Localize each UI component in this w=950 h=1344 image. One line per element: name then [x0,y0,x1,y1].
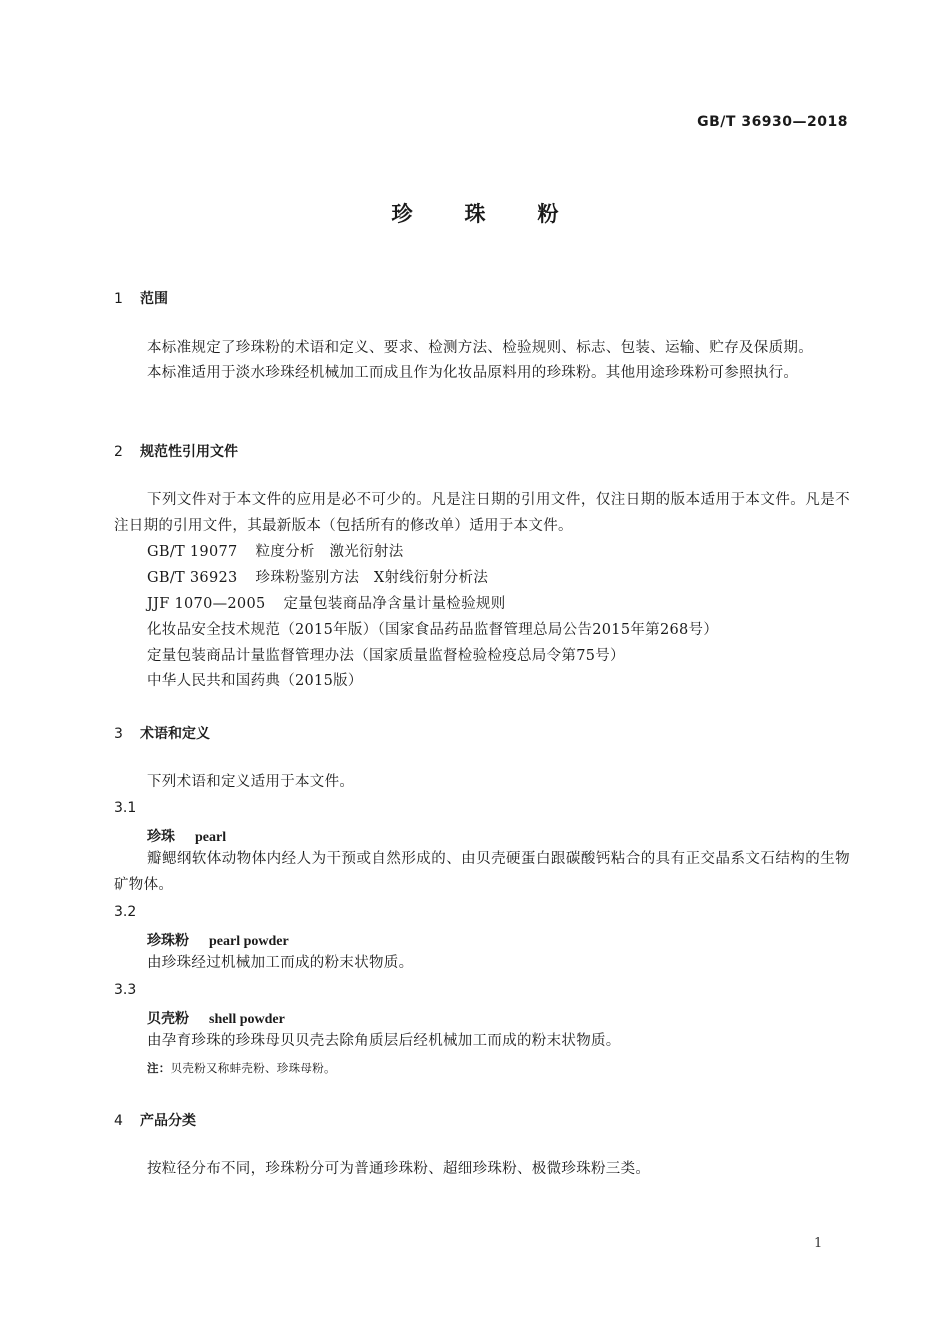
section-title: 产品分类 [140,1113,196,1129]
reference-name: 珍珠粉鉴别方法 X射线衍射分析法 [255,570,489,586]
term-en: pearl [195,830,227,845]
document-title [0,198,950,228]
note-label: 注： [147,1061,171,1075]
clause-number: 3.3 [114,982,137,998]
reference-code: GB/T 36923 [147,570,238,586]
title-char: 珠 [464,202,486,226]
section-heading-4 [114,1110,196,1130]
clause-number: 3.1 [114,800,137,816]
term-definition: 由孕育珍珠的珍珠母贝贝壳去除角质层后经机械加工而成的粉末状物质。 [147,1033,621,1049]
section-title: 术语和定义 [140,726,210,742]
term-en: pearl powder [209,934,289,949]
note [147,1060,336,1076]
paragraph: 本标准规定了珍珠粉的术语和定义、要求、检测方法、检验规则、标志、包装、运输、贮存及保质期。 [147,340,813,356]
term-zh: 珍珠 [147,829,175,845]
term-heading [147,826,226,846]
standard-number: GB/T 36930—2018 [697,114,848,130]
note-text: 贝壳粉又称蚌壳粉、珍珠母粉。 [170,1061,336,1075]
title-char: 珍 [391,202,413,226]
term-definition: 由珍珠经过机械加工而成的粉末状物质。 [147,955,414,971]
term-en: shell powder [209,1012,285,1027]
reference-item: 定量包装商品计量监督管理办法（国家质量监督检验检疫总局令第75号） [147,648,625,664]
reference-name: 定量包装商品净含量计量检验规则 [283,596,506,612]
term-heading [147,930,289,950]
paragraph: 下列文件对于本文件的应用是必不可少的。凡是注日期的引用文件，仅注日期的版本适用于本文件。凡是不注日期的引用文件，其最新版本（包括所有的修改单）适用于本文件。 [114,492,850,534]
term-definition: 瓣鳃纲软体动物体内经人为干预或自然形成的、由贝壳硬蛋白跟碳酸钙粘合的具有正交晶系文石结构的生物矿物体。 [114,851,850,893]
section-heading-3 [114,723,210,743]
reference-name: 粒度分析 激光衍射法 [255,544,404,560]
section-number: 3 [114,726,123,742]
clause-number: 3.2 [114,904,137,920]
page-number: 1 [814,1236,823,1251]
reference-item: 化妆品安全技术规范（2015年版）（国家食品药品监督管理总局公告2015年第268号） [147,622,719,638]
reference-code: GB/T 19077 [147,544,238,560]
section-number: 1 [114,291,123,307]
reference-item [147,591,506,617]
title-char: 粉 [537,202,559,226]
term-zh: 珍珠粉 [147,933,189,949]
section-number: 2 [114,444,123,460]
section-heading-1 [114,288,168,308]
reference-item: 中华人民共和国药典（2015版） [147,673,363,689]
section-heading-2 [114,441,238,461]
reference-item [147,565,488,591]
section-number: 4 [114,1113,123,1129]
reference-code: JJF 1070—2005 [147,596,266,612]
section-title: 范围 [140,291,168,307]
term-heading [147,1008,285,1028]
section-title: 规范性引用文件 [140,444,238,460]
paragraph: 本标准适用于淡水珍珠经机械加工而成且作为化妆品原料用的珍珠粉。其他用途珍珠粉可参照执行。 [147,365,799,381]
paragraph: 按粒径分布不同，珍珠粉分可为普通珍珠粉、超细珍珠粉、极微珍珠粉三类。 [147,1161,651,1177]
paragraph: 下列术语和定义适用于本文件。 [147,774,355,790]
reference-item [147,539,404,565]
term-zh: 贝壳粉 [147,1011,189,1027]
